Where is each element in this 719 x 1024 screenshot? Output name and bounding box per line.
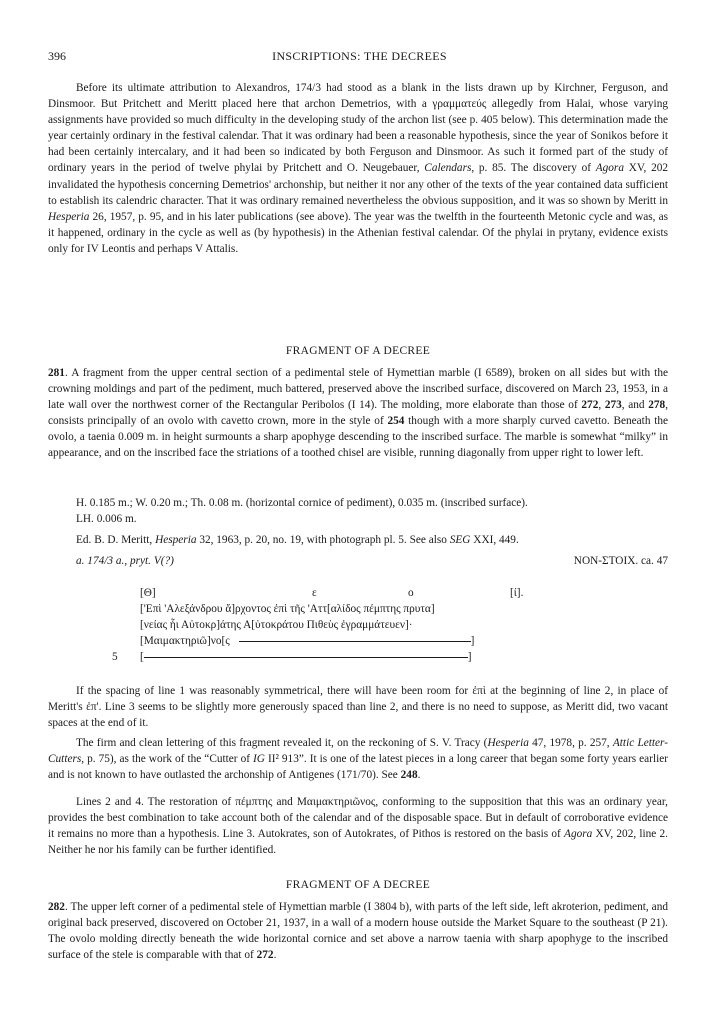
dimensions: H. 0.185 m.; W. 0.20 m.; Th. 0.08 m. (horizontal cornice of pediment), 0.035 m. (inscribed surface).: [76, 497, 528, 509]
inscription-line-3: [νείας ἧι Αὐτοκρ]άτης Α[ὐτοκράτου Πιθεὺς ἐγραμμάτευεν]·: [140, 619, 413, 631]
inscription-line-4: [Μαιμακτηριῶ]νο[ς ]: [140, 635, 475, 647]
entry-282-description: 282. The upper left corner of a pedimental stele of Hymettian marble (I 3804 b), with parts of the left side, left akroterion, pediment, and original back preserved, discovered on October 21, 1937, in a wall of a modern house outside the Market Square to the southeast (P 21). The ovolo molding directly beneath the wide horizontal cornice and set above a narrow taenia with sharp apophyge to the inscribed surface of the stele is comparable with that of 272.: [48, 901, 668, 962]
date-label: a. 174/3 a., pryt. V(?): [76, 555, 174, 567]
inscription-text: [112, 585, 540, 665]
intro-paragraph: Before its ultimate attribution to Alexandros, 174/3 had stood as a blank in the lists drawn up by Kirchner, Ferguson, and Dinsmoor. But Pritchett and Meritt placed here that archon Demetrios, with a γραμματεύς allegedly from Halai, whose varying assignments have provided so much difficulty in the developing study of the archon list (see p. 405 below). This determination made the year certainly ordinary in the festival calendar. That it was ordinary had been a reasonable hypothesis, since the year of Sonikos before it had been certainly intercalary, and it had been so indicated by both Ferguson and Dinsmoor. As such it formed part of the study of ordinary years in the period of twelve phylai by Pritchett and O. Neugebauer, Calendars, p. 85. The discovery of Agora XV, 202 invalidated the hypothesis concerning Demetrios' archonship, but neither it nor any other of the texts of the year contained data sufficient to establish its calendric character. That it was ordinary remained nevertheless the obvious supposition, and it was so shown by Meritt in Hesperia 26, 1957, p. 95, and in his later publications (see above). The year was the twelfth in the fourteenth Metonic cycle and was, as it happened, ordinary in the cycle as well as (by hypothesis) in the Athenian festival calendar. Of the phylai in prytany, evidence exists only for IV Leontis and perhaps V Attalis.: [48, 82, 669, 255]
page-number: 396: [48, 49, 66, 63]
lacuna-dashes: [144, 657, 468, 658]
section-heading-281: FRAGMENT OF A DECREE: [285, 345, 431, 357]
stoichedon-label: NON-ΣΤΟΙΧ. ca. 47: [573, 555, 668, 567]
commentary-paragraph-2: The firm and clean lettering of this fragment revealed it, on the reckoning of S. V. Tracy (Hesperia 47, 1978, p. 257, Attic Letter-Cutters, p. 75), as the work of the “Cutter of IG II² 913”. It is one of the latest pieces in a long career that began some forty years earlier and is not known to have outlasted the archonship of Antigenes (171/70). See 248.: [48, 737, 668, 782]
commentary-paragraph-3: Lines 2 and 4. The restoration of πέμπτης and Μαιμακτηριῶνος, conforming to the supposition that this was an ordinary year, provides the best combination to take account both of the calendar and of the disposable space. But in default of corroborative evidence it remains no more than a hypothesis. Line 3. Autokrates, son of Autokrates, of Pithos is restored on the basis of Agora XV, 202, line 2. Neither he nor his family can be further identified.: [48, 796, 669, 857]
commentary-paragraph-1: If the spacing of line 1 was reasonably symmetrical, there will have been room for ἐπὶ at the beginning of line 2, in place of Meritt's ἐπ'. Line 3 seems to be slightly more generously spaced than line 2, and there is no need to suppose, as Meritt did, two vacant spaces at the end of it.: [48, 685, 669, 730]
inscription-line-1: [Θ] ε ο [ί].: [140, 587, 524, 599]
line-number: 5: [112, 651, 118, 663]
letter-height: LH. 0.006 m.: [76, 513, 137, 525]
entry-number: 282: [48, 901, 65, 913]
date-line: [76, 555, 668, 571]
inscription-line-2: ['Επὶ 'Αλεξάνδρου ἄ]ρχοντος ἐπὶ τῆς 'Αττ[αλίδος πέμπτης πρυτα]: [140, 603, 435, 615]
edition-reference: Ed. B. D. Meritt, Hesperia 32, 1963, p. 20, no. 19, with photograph pl. 5. See also SEG XXI, 449.: [76, 534, 519, 546]
entry-281-description: 281. A fragment from the upper central section of a pedimental stele of Hymettian marble (I 6589), broken on all sides but with the crowning moldings and part of the pediment, much battered, preserved above the inscribed surface, discovered on March 23, 1953, in a late wall over the northwest corner of the Rectangular Peribolos (I 14). The molding, more elaborate than those of 272, 273, and 278, consists principally of an ovolo with cavetto crown, more in the style of 254 though with a more sharply curved cavetto. Beneath the ovolo, a taenia 0.009 m. in height surmounts a sharp apophyge descending to the inscribed surface. The marble is somewhat “milky” in appearance, and on the inscribed face the striations of a toothed chisel are visible, running diagonally from upper right to lower left.: [48, 367, 669, 460]
lacuna-dashes: [239, 641, 471, 642]
section-heading-282: FRAGMENT OF A DECREE: [285, 879, 431, 891]
entry-number: 281: [48, 367, 65, 379]
running-title: INSCRIPTIONS: THE DECREES: [272, 49, 447, 63]
page-header: [48, 49, 671, 65]
inscription-line-5: 5 [ ]: [112, 651, 472, 663]
